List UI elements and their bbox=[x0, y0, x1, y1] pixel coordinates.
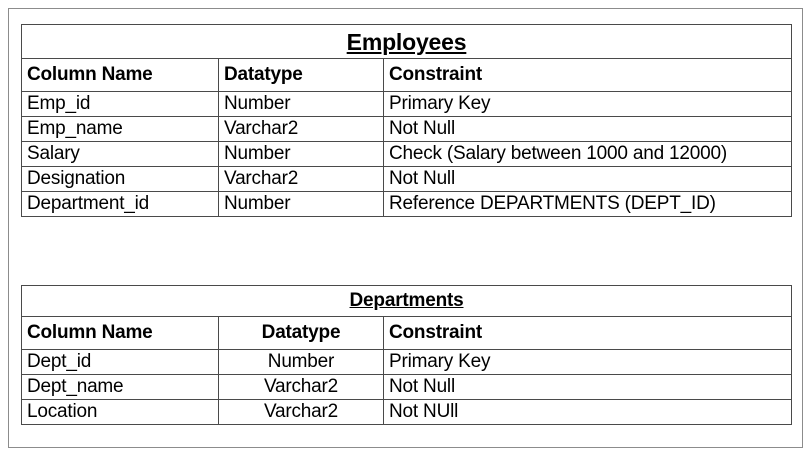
table-row bbox=[22, 375, 792, 400]
page-frame bbox=[8, 8, 803, 448]
employees-table bbox=[21, 24, 792, 217]
departments-title: Departments bbox=[22, 286, 792, 317]
table-row bbox=[22, 350, 792, 375]
cell-datatype: Varchar2 bbox=[219, 375, 384, 400]
cell-column-name: Emp_id bbox=[22, 92, 219, 117]
header-constraint: Constraint bbox=[384, 317, 792, 350]
departments-table bbox=[21, 285, 792, 425]
cell-constraint: Check (Salary between 1000 and 12000) bbox=[384, 142, 792, 167]
cell-datatype: Number bbox=[219, 92, 384, 117]
employees-title: Employees bbox=[22, 25, 792, 59]
table-row bbox=[22, 142, 792, 167]
header-row bbox=[22, 317, 792, 350]
cell-constraint: Reference DEPARTMENTS (DEPT_ID) bbox=[384, 192, 792, 217]
table-title-row bbox=[22, 25, 792, 59]
cell-constraint: Not Null bbox=[384, 375, 792, 400]
header-column-name: Column Name bbox=[22, 317, 219, 350]
cell-column-name: Location bbox=[22, 400, 219, 425]
cell-column-name: Department_id bbox=[22, 192, 219, 217]
header-datatype: Datatype bbox=[219, 317, 384, 350]
cell-datatype: Varchar2 bbox=[219, 400, 384, 425]
table-row bbox=[22, 92, 792, 117]
cell-constraint: Not Null bbox=[384, 117, 792, 142]
cell-datatype: Varchar2 bbox=[219, 117, 384, 142]
cell-column-name: Emp_name bbox=[22, 117, 219, 142]
header-row bbox=[22, 59, 792, 92]
cell-datatype: Varchar2 bbox=[219, 167, 384, 192]
cell-column-name: Designation bbox=[22, 167, 219, 192]
table-row bbox=[22, 117, 792, 142]
cell-constraint: Not Null bbox=[384, 167, 792, 192]
cell-constraint: Primary Key bbox=[384, 350, 792, 375]
table-row bbox=[22, 192, 792, 217]
table-title-row bbox=[22, 286, 792, 317]
table-row bbox=[22, 167, 792, 192]
cell-constraint: Not NUll bbox=[384, 400, 792, 425]
table-row bbox=[22, 400, 792, 425]
cell-constraint: Primary Key bbox=[384, 92, 792, 117]
header-column-name: Column Name bbox=[22, 59, 219, 92]
header-datatype: Datatype bbox=[219, 59, 384, 92]
cell-column-name: Salary bbox=[22, 142, 219, 167]
cell-datatype: Number bbox=[219, 192, 384, 217]
cell-column-name: Dept_id bbox=[22, 350, 219, 375]
cell-datatype: Number bbox=[219, 350, 384, 375]
cell-column-name: Dept_name bbox=[22, 375, 219, 400]
header-constraint: Constraint bbox=[384, 59, 792, 92]
cell-datatype: Number bbox=[219, 142, 384, 167]
